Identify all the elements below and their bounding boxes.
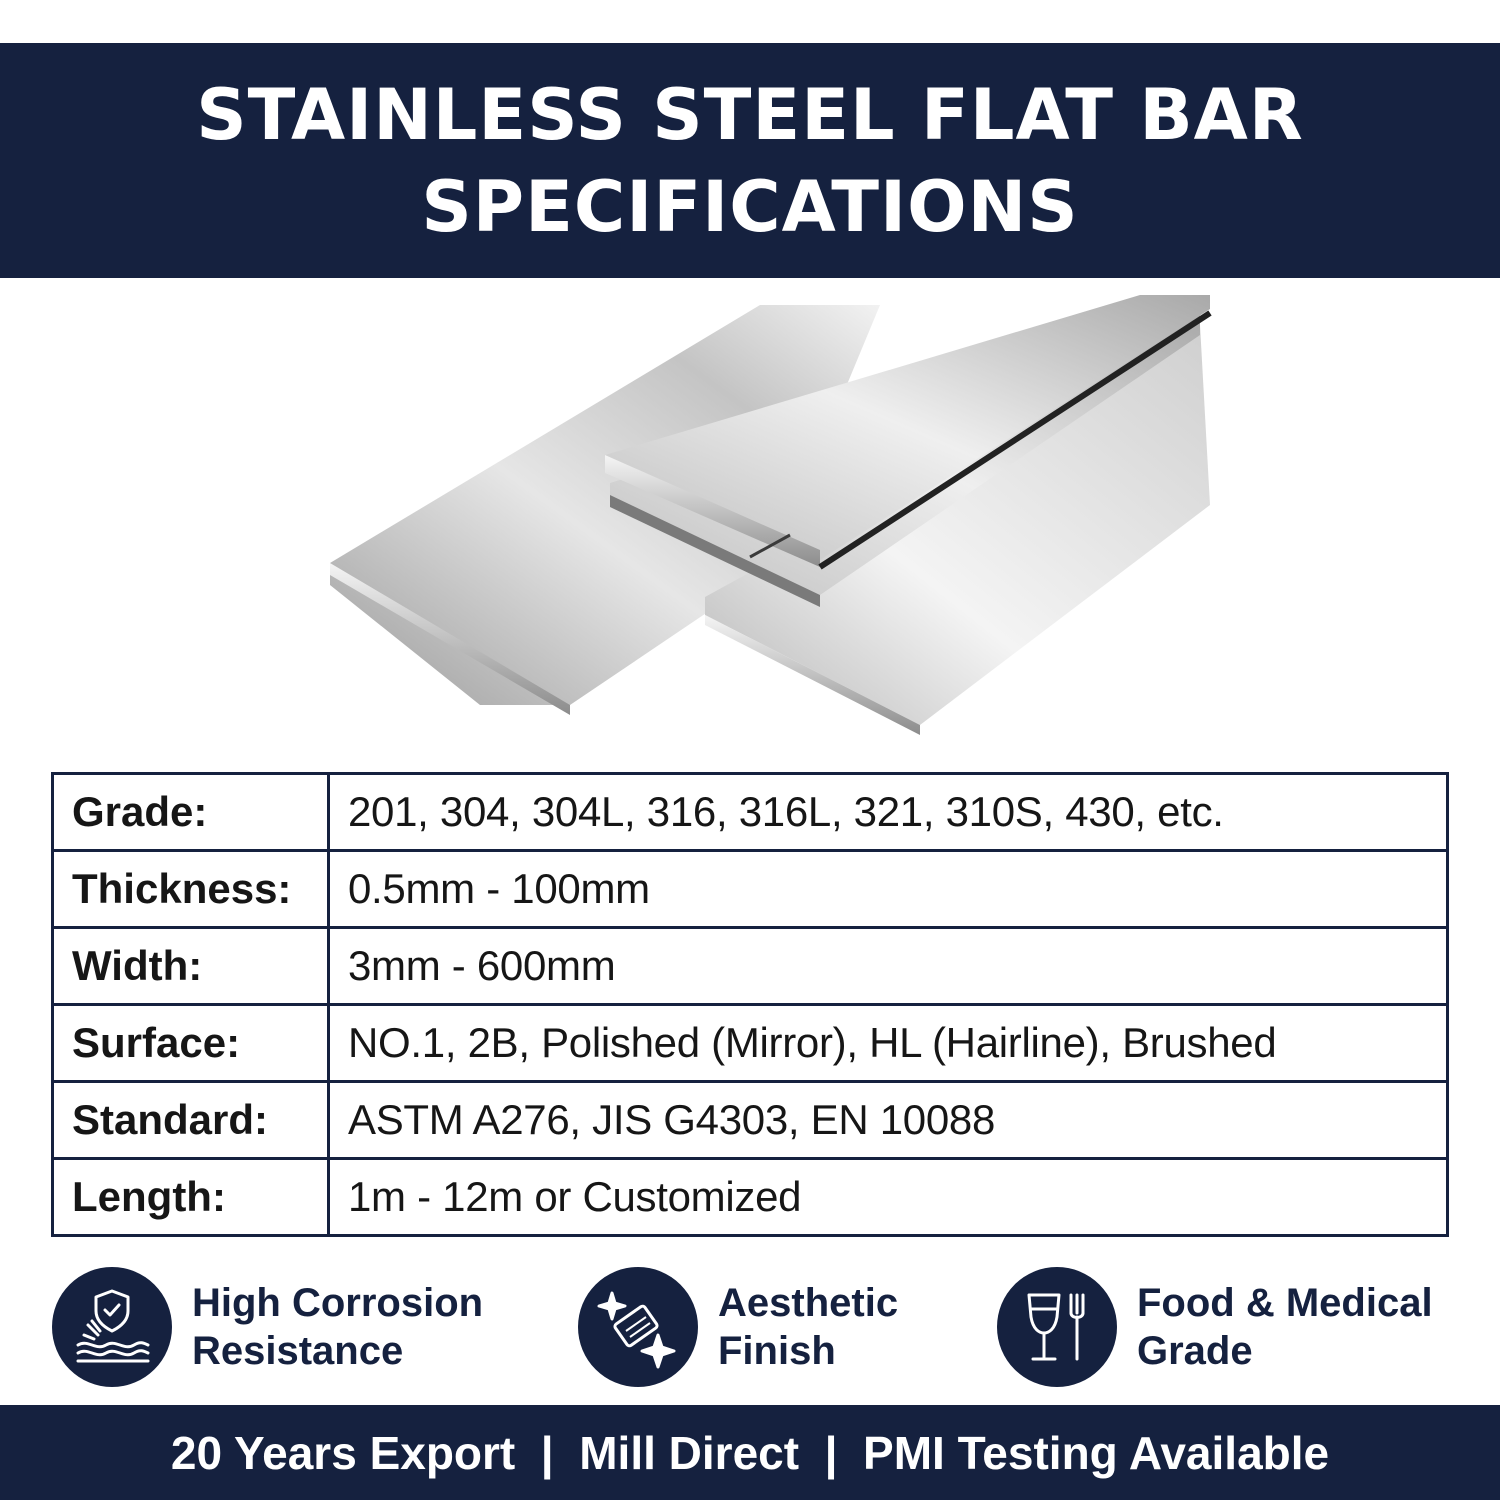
table-row xyxy=(53,1082,1448,1159)
spec-label-thickness: Thickness: xyxy=(53,851,329,928)
header-banner xyxy=(0,43,1500,278)
spec-value-width: 3mm - 600mm xyxy=(329,928,1448,1005)
spec-label-width: Width: xyxy=(53,928,329,1005)
feature-corrosion-line-2: Resistance xyxy=(192,1329,404,1373)
spec-value-standard: ASTM A276, JIS G4303, EN 10088 xyxy=(329,1082,1448,1159)
feature-food-medical-grade xyxy=(997,1262,1433,1392)
spec-label-standard: Standard: xyxy=(53,1082,329,1159)
feature-aesthetic-line-2: Finish xyxy=(718,1329,836,1373)
specifications-table xyxy=(51,772,1449,1237)
feature-aesthetic-finish xyxy=(578,1262,898,1392)
shield-corrosion-icon xyxy=(52,1267,172,1387)
features-row xyxy=(0,1262,1500,1392)
feature-corrosion-resistance xyxy=(52,1262,483,1392)
glass-fork-icon xyxy=(997,1267,1117,1387)
feature-corrosion-line-1: High Corrosion xyxy=(192,1281,484,1325)
table-row xyxy=(53,851,1448,928)
sparkle-finish-icon xyxy=(578,1267,698,1387)
spec-value-length: 1m - 12m or Customized xyxy=(329,1159,1448,1236)
table-row xyxy=(53,1159,1448,1236)
feature-aesthetic-label xyxy=(718,1279,898,1375)
spec-label-surface: Surface: xyxy=(53,1005,329,1082)
feature-corrosion-label xyxy=(192,1279,483,1375)
feature-food-medical-line-2: Grade xyxy=(1137,1329,1253,1373)
table-row xyxy=(53,928,1448,1005)
spec-label-grade: Grade: xyxy=(53,774,329,851)
table-row xyxy=(53,1005,1448,1082)
footer-banner xyxy=(0,1405,1500,1500)
feature-food-medical-line-1: Food & Medical xyxy=(1137,1281,1433,1325)
page-title-line-2: SPECIFICATIONS xyxy=(421,165,1079,248)
table-row xyxy=(53,774,1448,851)
footer-tagline: 20 Years Export | Mill Direct | PMI Testing Available xyxy=(170,1426,1330,1479)
feature-aesthetic-line-1: Aesthetic xyxy=(718,1281,899,1325)
page-title-line-1: STAINLESS STEEL FLAT BAR xyxy=(196,73,1304,156)
spec-value-surface: NO.1, 2B, Polished (Mirror), HL (Hairline), Brushed xyxy=(329,1005,1448,1082)
spec-label-length: Length: xyxy=(53,1159,329,1236)
feature-food-medical-label xyxy=(1137,1279,1433,1375)
flat-bar-product-image xyxy=(320,295,1220,745)
spec-value-grade: 201, 304, 304L, 316, 316L, 321, 310S, 430, etc. xyxy=(329,774,1448,851)
spec-value-thickness: 0.5mm - 100mm xyxy=(329,851,1448,928)
